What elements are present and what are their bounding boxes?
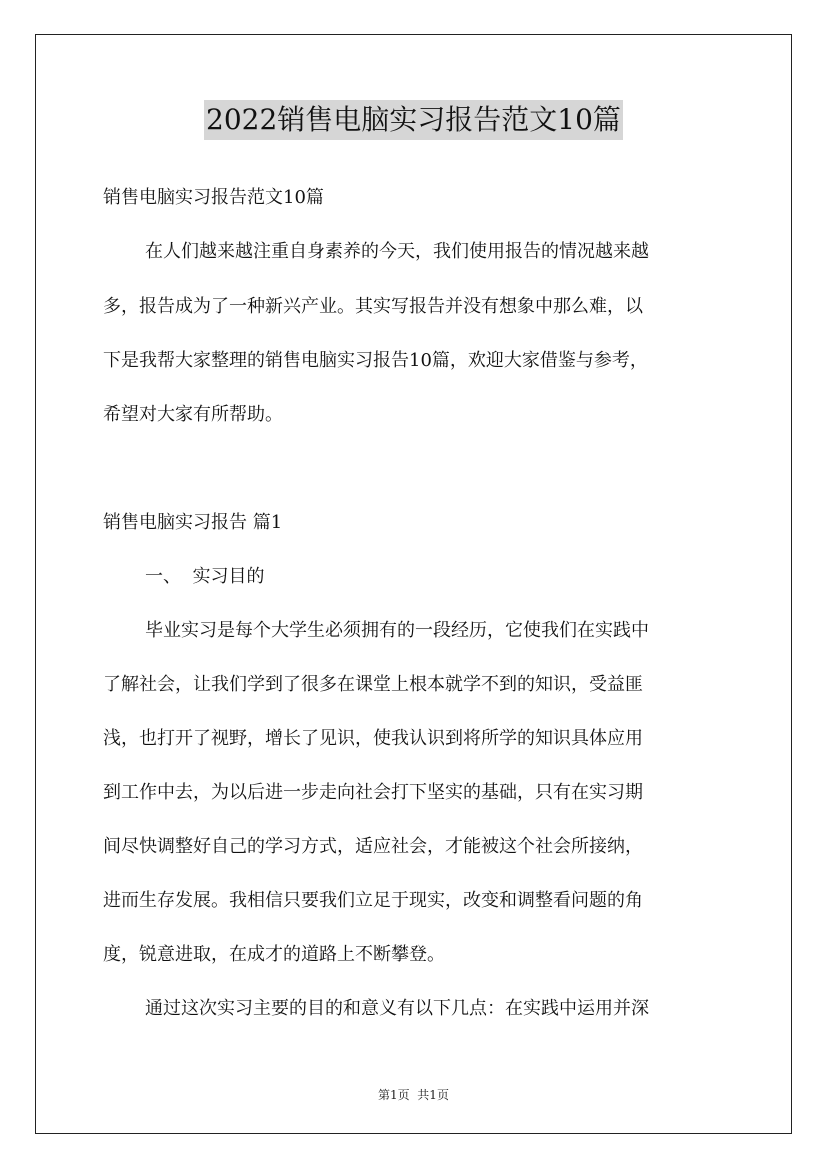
paragraph-line: 了解社会，让我们学到了很多在课堂上根本就学不到的知识，受益匪 (103, 674, 643, 695)
item-heading: 一、 实习目的 (145, 566, 265, 587)
paragraph-line: 毕业实习是每个大学生必须拥有的一段经历，它使我们在实践中 (145, 620, 649, 641)
section-heading: 销售电脑实习报告 篇1 (103, 512, 283, 533)
paragraph-line: 浅，也打开了视野，增长了见识，使我认识到将所学的知识具体应用 (103, 728, 643, 749)
intro-line: 下是我帮大家整理的销售电脑实习报告10篇，欢迎大家借鉴与参考， (103, 350, 648, 371)
paragraph-line: 间尽快调整好自己的学习方式，适应社会，才能被这个社会所接纳， (103, 836, 643, 857)
document-title: 2022销售电脑实习报告范文10篇 (204, 100, 623, 140)
intro-line: 希望对大家有所帮助。 (103, 404, 283, 425)
page-number: 第1页 共1页 (378, 1088, 449, 1102)
document-subtitle: 销售电脑实习报告范文10篇 (103, 187, 324, 208)
title-container (0, 100, 827, 140)
intro-line: 在人们越来越注重自身素养的今天，我们使用报告的情况越来越 (145, 241, 649, 262)
paragraph-line: 进而生存发展。我相信只要我们立足于现实，改变和调整看问题的角 (103, 890, 643, 911)
paragraph-line: 通过这次实习主要的目的和意义有以下几点：在实践中运用并深 (145, 998, 649, 1019)
paragraph-line: 到工作中去，为以后进一步走向社会打下坚实的基础，只有在实习期 (103, 782, 643, 803)
paragraph-line: 度，锐意进取，在成才的道路上不断攀登。 (103, 944, 445, 965)
page-footer (0, 1086, 827, 1103)
intro-line: 多，报告成为了一种新兴产业。其实写报告并没有想象中那么难，以 (103, 296, 643, 317)
